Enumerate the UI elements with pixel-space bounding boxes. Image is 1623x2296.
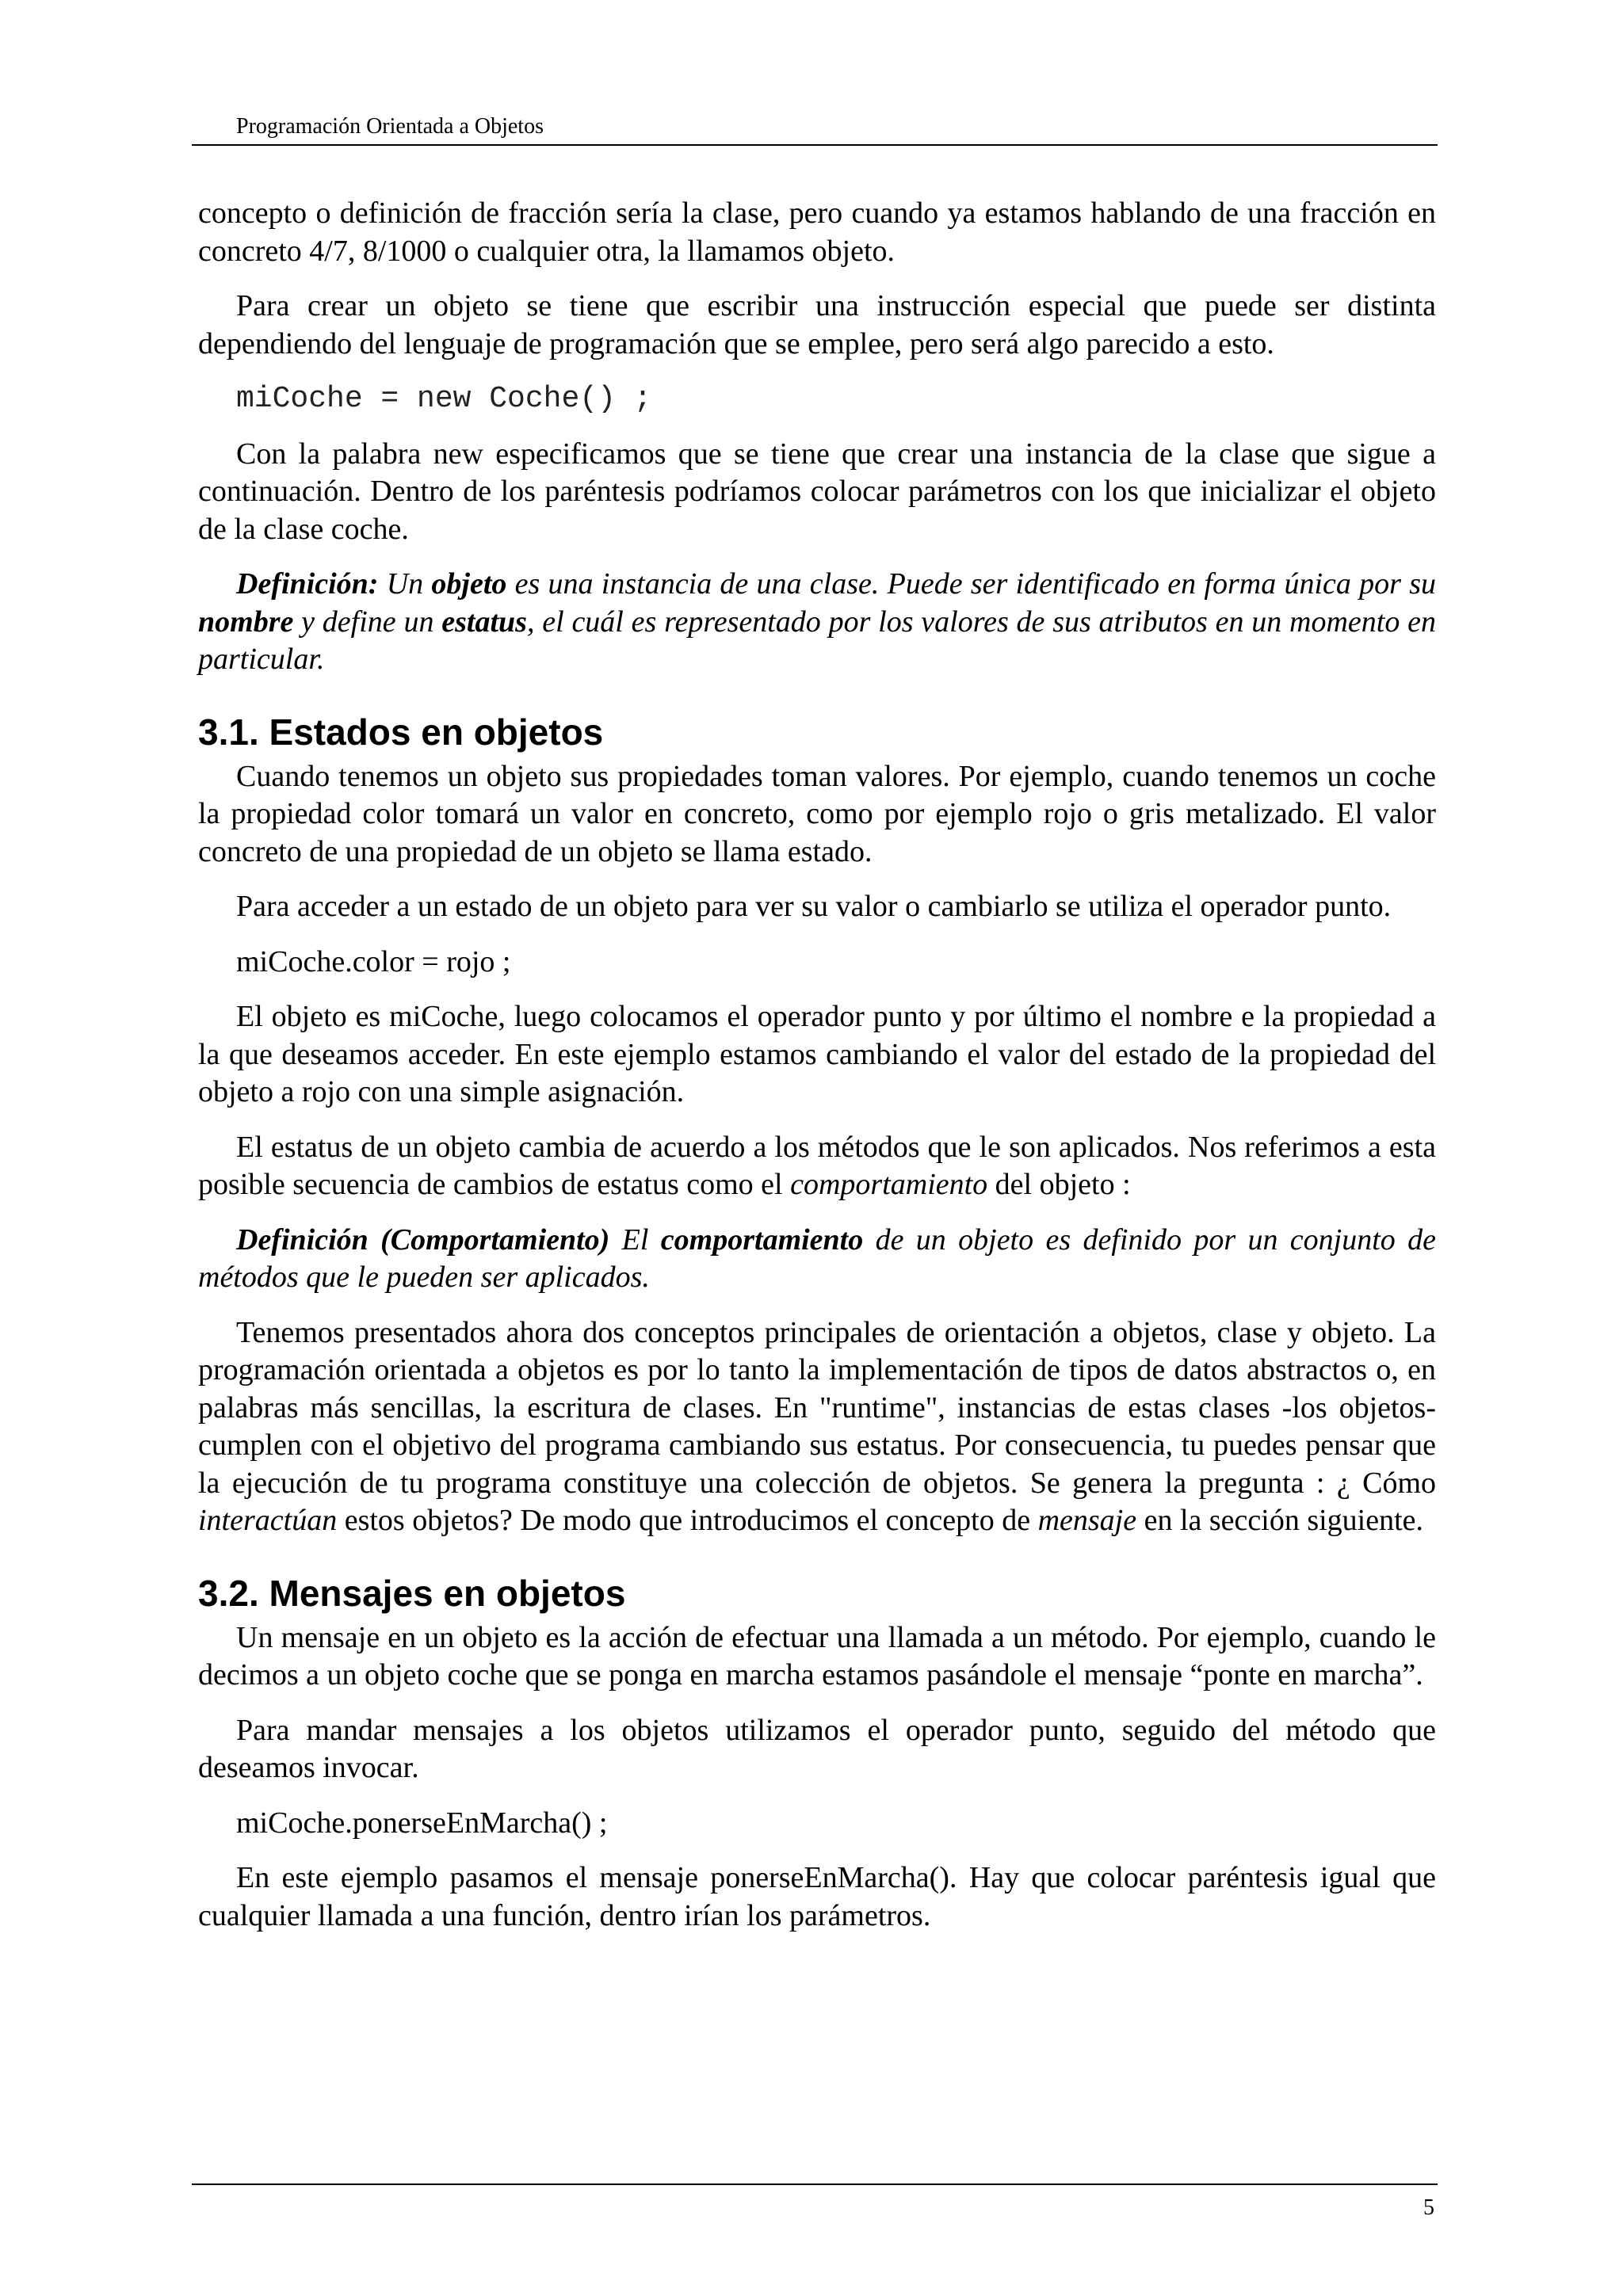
term-nombre: nombre	[198, 605, 294, 639]
definition-comportamiento: Definición (Comportamiento) El comportamiento de un objeto es definido por un conjunto de métodos que le pueden ser aplicados.	[198, 1222, 1436, 1294]
paragraph-mandar-mensajes: Para mandar mensajes a los objetos utilizamos el operador punto, seguido del método que deseamos invocar.	[198, 1713, 1436, 1784]
paragraph-propiedades: Cuando tenemos un objeto sus propiedades toman valores. Por ejemplo, cuando tenemos un coche la propiedad color tomará un valor en concreto, como por ejemplo rojo o gris metalizado. El valor concreto de una propiedad de un objeto se llama estado.	[198, 759, 1436, 868]
definition-objeto: Definición: Un objeto es una instancia de una clase. Puede ser identificado en forma única por su nombre y define un estatus, el cuál es representado por los valores de sus atributos en un momento en particular.	[198, 567, 1436, 676]
section-heading-estados: 3.1. Estados en objetos	[198, 711, 604, 753]
code-ponerse-en-marcha: miCoche.ponerseEnMarcha() ;	[236, 1806, 608, 1840]
paragraph-operador-punto: Para acceder a un estado de un objeto para ver su valor o cambiarlo se utiliza el operador punto.	[236, 890, 1392, 923]
paragraph-crear-objeto: Para crear un objeto se tiene que escribir una instrucción especial que puede ser distinta dependiendo del lenguaje de programación que se emplee, pero será algo parecido a esto.	[198, 289, 1436, 360]
paragraph-ejemplo-mensaje: En este ejemplo pasamos el mensaje ponerseEnMarcha(). Hay que colocar paréntesis igual que cualquier llamada a una función, dentro irían los parámetros.	[198, 1861, 1436, 1932]
paragraph-micoche: El objeto es miCoche, luego colocamos el operador punto y por último el nombre e la propiedad a la que deseamos acceder. En este ejemplo estamos cambiando el valor del estado de la propiedad del objeto a rojo con una simple asignación.	[198, 1000, 1436, 1108]
code-new-coche: miCoche = new Coche() ;	[236, 382, 652, 416]
section-heading-mensajes: 3.2. Mensajes en objetos	[198, 1572, 626, 1614]
term-mensaje: mensaje	[1037, 1504, 1137, 1537]
paragraph-mensaje: Un mensaje en un objeto es la acción de efectuar una llamada a un método. Por ejemplo, cuando le decimos a un objeto coche que se ponga en marcha estamos pasándole el mensaje “ponte en marcha”.	[198, 1620, 1436, 1691]
paragraph-fraccion: concepto o definición de fracción sería la clase, pero cuando ya estamos hablando de una fracción en concreto 4/7, 8/1000 o cualquier otra, la llamamos objeto.	[198, 196, 1436, 268]
term-objeto: objeto	[431, 567, 507, 601]
paragraph-conceptos: Tenemos presentados ahora dos conceptos principales de orientación a objetos, clase y objeto. La programación orientada a objetos es por lo tanto la implementación de tipos de datos abstractos o, en palabras más sencillas, la escritura de clases. En "runtime", instancias de estas clases -los objetos- cumplen con el objetivo del programa cambiando sus estatus. Por consecuencia, tu puedes pensar que la ejecución de tu programa constituye una colección de objetos. Se genera la pregunta : ¿ Cómo interactúan estos objetos? De modo que introducimos el concepto de mensaje en la sección siguiente.	[198, 1315, 1436, 1537]
page-footer	[192, 2183, 1438, 2220]
term-interactuan: interactúan	[198, 1504, 338, 1537]
paragraph-estatus: El estatus de un objeto cambia de acuerdo a los métodos que le son aplicados. Nos referimos a esta posible secuencia de cambios de estatus como el comportamiento del objeto :	[198, 1130, 1436, 1201]
term-estatus: estatus	[441, 605, 527, 639]
page-number: 5	[1423, 2195, 1434, 2220]
term-comportamiento: comportamiento	[790, 1168, 988, 1201]
page-header	[192, 113, 1438, 146]
page-content	[198, 195, 1436, 1952]
header-title: Programación Orientada a Objetos	[236, 114, 544, 139]
code-color-rojo: miCoche.color = rojo ;	[236, 944, 511, 978]
definition-label: Definición (Comportamiento)	[236, 1222, 610, 1257]
term-comportamiento-bold: comportamiento	[660, 1222, 864, 1257]
paragraph-palabra-new: Con la palabra new especificamos que se tiene que crear una instancia de la clase que sigue a continuación. Dentro de los paréntesis podríamos colocar parámetros con los que inicializar el objeto de la clase coche.	[198, 437, 1436, 546]
definition-label: Definición:	[236, 567, 379, 601]
